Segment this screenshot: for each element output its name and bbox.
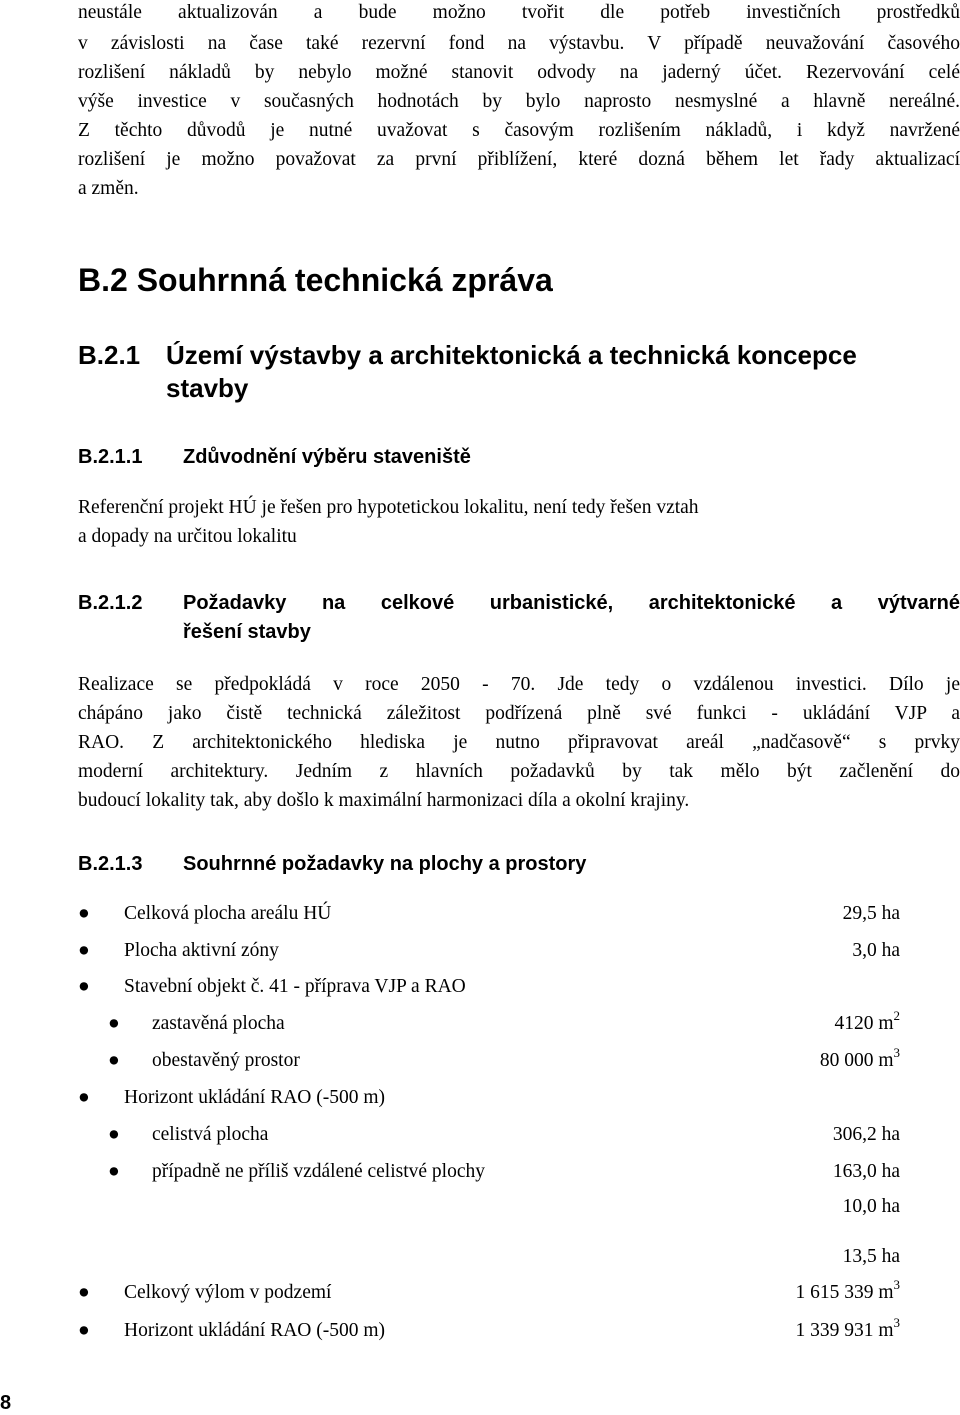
bullet-icon: ● bbox=[78, 1087, 90, 1108]
list-item-value: 1 339 931 $m^3$ bbox=[795, 1315, 900, 1341]
list-item-label: Celkový výlom v podzemí bbox=[124, 1282, 332, 1303]
unit-superscript: 3 bbox=[893, 1315, 900, 1330]
paragraph-line: moderní architektury. Jedním z hlavních požadavků by tak mělo být začlenění do bbox=[78, 761, 960, 782]
bullet-icon: ● bbox=[78, 1282, 90, 1303]
list-item-label: Horizont ukládání RAO (-500 m) bbox=[124, 1320, 386, 1341]
bullet-icon: ● bbox=[108, 1161, 120, 1182]
unit-superscript: 3 bbox=[893, 1277, 900, 1292]
list-item-label: Stavební objekt č. 41 - příprava VJP a RAO bbox=[124, 976, 466, 997]
unit-superscript: 2 bbox=[893, 1008, 900, 1023]
paragraph-line: a dopady na určitou lokalitu bbox=[78, 526, 297, 547]
bullet-icon: ● bbox=[78, 940, 90, 961]
list-item-label: Horizont ukládání RAO (-500 m) bbox=[124, 1087, 386, 1108]
paragraph-line: a změn. bbox=[78, 178, 139, 199]
bullet-icon: ● bbox=[78, 1320, 90, 1341]
paragraph-line: budoucí lokality tak, aby došlo k maximální harmonizaci díla a okolní krajiny. bbox=[78, 790, 690, 811]
list-item-label: Celková plocha areálu HÚ bbox=[124, 903, 332, 924]
list-item-value: 306,2 ha bbox=[832, 1124, 900, 1145]
list-item-label: Plocha aktivní zóny bbox=[124, 940, 279, 961]
bullet-icon: ● bbox=[78, 976, 90, 997]
paragraph-line: výše investice v současných hodnotách by bylo naprosto nesmyslné a hlavně nereálné. bbox=[78, 91, 960, 112]
list-item-value: 3,0 ha bbox=[852, 940, 900, 961]
paragraph-line: Realizace se předpokládá v roce 2050 - 70. Jde tedy o vzdálenou investici. Dílo je bbox=[78, 674, 960, 695]
list-item-value: 80 000 $m^3$ bbox=[819, 1045, 900, 1071]
bullet-icon: ● bbox=[108, 1124, 120, 1145]
section-title-b21-cont: stavby bbox=[166, 373, 249, 403]
paragraph-line: Referenční projekt HÚ je řešen pro hypotetickou lokalitu, není tedy řešen vztah bbox=[78, 497, 699, 518]
section-title-b213: Souhrnné požadavky na plochy a prostory bbox=[183, 853, 587, 875]
section-title-b212-cont: řešení stavby bbox=[183, 621, 311, 643]
paragraph-line: neustále aktualizován a bude možno tvořit dle potřeb investičních prostředků bbox=[78, 2, 960, 23]
list-item-value: 163,0 ha bbox=[832, 1161, 900, 1182]
section-title-b212: Požadavky na celkové urbanistické, architektonické a výtvarné bbox=[183, 592, 960, 614]
paragraph-line: rozlišení je možno považovat za první přiblížení, které dozná během let řady aktualizací bbox=[78, 149, 960, 170]
paragraph-line: chápáno jako čistě technická záležitost podřízená plně své funkci - ukládání VJP a bbox=[78, 703, 960, 724]
unit-superscript: 3 bbox=[893, 1045, 900, 1060]
bullet-icon: ● bbox=[108, 1050, 120, 1071]
section-heading-b2: B.2 Souhrnná technická zpráva bbox=[78, 262, 553, 298]
list-item-value: 29,5 ha bbox=[842, 903, 900, 924]
list-item-value: 10,0 ha bbox=[842, 1196, 900, 1217]
section-number-b211: B.2.1.1 bbox=[78, 446, 143, 468]
section-title-b21: Území výstavby a architektonická a technická koncepce bbox=[166, 340, 857, 370]
section-number-b21: B.2.1 bbox=[78, 340, 141, 370]
list-item-label: celistvá plocha bbox=[152, 1124, 269, 1145]
section-number-b212: B.2.1.2 bbox=[78, 592, 143, 614]
list-item-label: případně ne příliš vzdálené celistvé plochy bbox=[152, 1161, 486, 1182]
list-item-label: obestavěný prostor bbox=[152, 1050, 300, 1071]
bullet-icon: ● bbox=[78, 903, 90, 924]
list-item-value: 4120 $m^2$ bbox=[834, 1008, 900, 1034]
page-number: 8 bbox=[0, 1392, 12, 1414]
bullet-icon: ● bbox=[108, 1013, 120, 1034]
section-number-b213: B.2.1.3 bbox=[78, 853, 143, 875]
section-title-b211: Zdůvodnění výběru staveniště bbox=[183, 446, 471, 468]
paragraph-line: v závislosti na čase také rezervní fond na výstavbu. V případě neuvažování časového bbox=[78, 33, 960, 54]
list-item-label: zastavěná plocha bbox=[152, 1013, 285, 1034]
paragraph-line: Z těchto důvodů je nutné uvažovat s časovým rozlišením nákladů, i když navržené bbox=[78, 120, 960, 141]
list-item-value: 1 615 339 $m^3$ bbox=[795, 1277, 900, 1303]
paragraph-line: RAO. Z architektonického hlediska je nutno připravovat areál „nadčasově“ s prvky bbox=[78, 732, 960, 753]
list-item-value: 13,5 ha bbox=[842, 1246, 900, 1267]
paragraph-line: rozlišení nákladů by nebylo možné stanovit odvody na jaderný účet. Rezervování celé bbox=[78, 62, 960, 83]
